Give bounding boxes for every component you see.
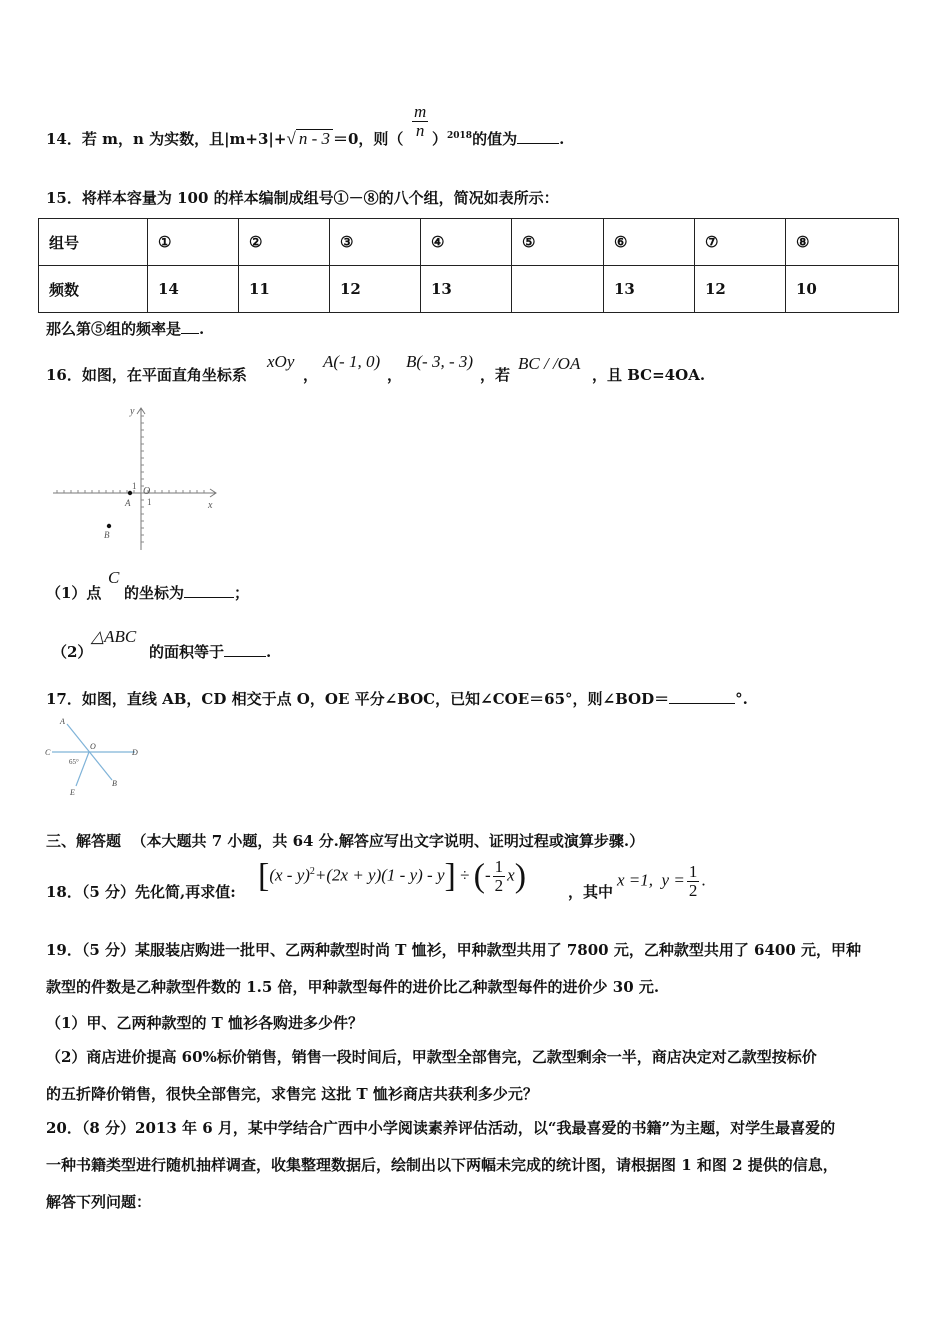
- q16-m-a: A(- 1, 0): [323, 352, 381, 371]
- q16-sub2-prefix: （2）: [52, 643, 93, 661]
- q20-line1: [46, 1117, 835, 1138]
- section3-heading: [46, 830, 644, 851]
- q16-text3: ，且 BC=4OA.: [592, 366, 706, 384]
- q18-number: 18．: [46, 883, 82, 901]
- q20-line3: 解答下列问题：: [46, 1193, 152, 1211]
- q14-text1: 若 m，n 为实数，且|m+3|+: [81, 130, 287, 148]
- q16-sub1-line: [124, 582, 249, 603]
- table-row: [39, 219, 899, 266]
- q16-line: [46, 364, 247, 385]
- q17-text: 如图，直线 AB，CD 相交于点 O，OE 平分∠BOC，已知∠COE＝65°，则∠BOD＝: [81, 690, 670, 708]
- q16-sub2-blank[interactable]: [224, 642, 266, 657]
- q16-sub2-line: [149, 641, 271, 662]
- q14-frac-num: m: [414, 102, 427, 121]
- q19-line1-text: （5 分）某服装店购进一批甲、乙两种款型时尚 T 恤衫，甲种款型共用了 7800 元，乙种款型共用了 6400 元，甲种: [81, 941, 862, 959]
- q15-after-end: .: [199, 320, 205, 338]
- q17-lines-figure: [40, 712, 150, 802]
- q20-line2: 一种书籍类型进行随机抽样调查，收集整理数据后，绘制出以下两幅未完成的统计图，请根据图 1 和图 2 提供的信息，: [46, 1156, 838, 1174]
- q14-tail: [432, 128, 564, 149]
- q15-number: 15．: [46, 189, 82, 207]
- q20-number: 20．: [46, 1119, 82, 1137]
- table-cell: 13: [421, 266, 512, 313]
- q14-sqrt-inner: n - 3: [296, 129, 333, 147]
- table-cell: ②: [239, 219, 330, 266]
- table-cell: ⑧: [786, 219, 899, 266]
- q19-line2: 款型的件数是乙种款型件数的 1.5 倍，甲种款型每件的进价比乙种款型每件的进价少 30 元.: [46, 978, 660, 996]
- q18-score: （5 分）先化简,再求值:: [81, 883, 236, 901]
- section3-title: 三、解答题: [46, 832, 122, 850]
- table-cell: ⑥: [604, 219, 695, 266]
- table-cell: ①: [148, 219, 239, 266]
- x-axis-label: x: [208, 500, 213, 511]
- q18-div: ÷: [460, 865, 470, 885]
- label-e: E: [70, 788, 75, 797]
- q18-comma: ，: [568, 883, 584, 901]
- y-axis-label: y: [130, 406, 135, 417]
- point-a-label: A: [125, 498, 131, 508]
- table-cell: ⑤: [512, 219, 604, 266]
- q16-m-xoy: xOy: [267, 352, 295, 371]
- table-cell: 12: [695, 266, 786, 313]
- q15-answer-blank[interactable]: [181, 319, 199, 334]
- label-c: C: [45, 748, 51, 757]
- q14-frac-den: n: [415, 121, 425, 140]
- label-a: A: [60, 717, 65, 726]
- label-d: D: [132, 748, 138, 757]
- table-cell: 组号: [39, 219, 148, 266]
- q16-text2: ，若: [480, 366, 511, 384]
- q16-sub2-end: .: [266, 643, 272, 661]
- q18-expr-b: +(2x + y)(1 - y) - y: [314, 865, 445, 885]
- q17-number: 17．: [46, 690, 82, 708]
- q16-sub1-prefix: （1）点: [46, 584, 102, 602]
- q15-after-text: 那么第⑤组的频率是: [46, 320, 182, 338]
- q14-fraction: [410, 103, 430, 140]
- table-cell: 12: [330, 266, 421, 313]
- q16-m-bc: BC / /OA: [518, 354, 581, 373]
- q19-sub1: （1）甲、乙两种款型的 T 恤衫各购进多少件？: [46, 1014, 364, 1032]
- q18-expr-a: (x - y): [269, 865, 310, 885]
- q17-answer-blank[interactable]: [669, 689, 735, 704]
- table-cell: ⑦: [695, 219, 786, 266]
- q16-sub1-text: 的坐标为: [124, 584, 185, 602]
- table-row: [39, 266, 899, 313]
- q15-text: 将样本容量为 100 的样本编制成组号①－⑧的八个组，简况如表所示：: [81, 189, 559, 207]
- q15-line: [46, 187, 559, 208]
- q15-after: [46, 318, 204, 339]
- q14-exponent: 2018: [447, 131, 473, 141]
- q16-sub2-var: △ABC: [91, 627, 137, 646]
- q14-answer-blank[interactable]: [517, 129, 559, 144]
- q16-sep2: ，: [387, 366, 403, 384]
- q16-sub1-end: ；: [234, 584, 250, 602]
- q18-frac-var: x: [507, 865, 515, 885]
- point-a: [128, 491, 132, 495]
- q14-end: .: [559, 130, 565, 148]
- y-unit-label: 1: [132, 481, 137, 491]
- q15-frequency-table: [38, 218, 899, 313]
- q18-where: [568, 881, 613, 902]
- q18-x-val: x =1,: [617, 870, 654, 890]
- q18-y-pre: y =: [661, 870, 685, 890]
- point-b-label: B: [104, 530, 110, 540]
- q18-frac-num: 1: [494, 857, 504, 876]
- q16-m-b: B(- 3, - 3): [406, 352, 474, 371]
- q18-expression: [(x - y)$^2$+(2x + y)(1 - y) - y] ÷ (- $\frac{1}{2}$ x): [258, 857, 527, 895]
- q14-text3: ）: [432, 130, 448, 148]
- q16-sub1-blank[interactable]: [184, 583, 234, 598]
- x-unit-label: 1: [147, 497, 152, 507]
- q18-frac-den: 2: [494, 876, 504, 895]
- table-cell: 11: [239, 266, 330, 313]
- q19-number: 19．: [46, 941, 82, 959]
- section3-note: （本大题共 7 小题，共 64 分.解答应写出文字说明、证明过程或演算步骤.）: [131, 832, 645, 850]
- q14-text4: 的值为: [472, 130, 518, 148]
- point-b: [107, 524, 111, 528]
- q19-sub2-line1: （2）商店进价提高 60%标价销售，销售一段时间后，甲款型全部售完，乙款型剩余一半，商店决定对乙款型按标价: [46, 1048, 817, 1066]
- q18-expr-sq: 2: [309, 865, 315, 877]
- q18-values: [617, 863, 706, 900]
- q19-line1: [46, 939, 861, 960]
- table-cell: 频数: [39, 266, 148, 313]
- q18-y-end: .: [701, 870, 706, 890]
- q20-line1-text: （8 分）2013 年 6 月，某中学结合广西中小学阅读素养评估活动，以“我最喜爱的书籍”为主题，对学生最喜爱的: [81, 1119, 836, 1137]
- q17-line: [46, 688, 748, 709]
- table-cell: ④: [421, 219, 512, 266]
- label-angle: 65°: [69, 758, 79, 766]
- q19-sub2-line2: 的五折降价销售，很快全部售完，求售完 这批 T 恤衫商店共获利多少元？: [46, 1085, 538, 1103]
- q18-y-den: 2: [688, 881, 698, 900]
- q14-text2: ＝0，则（: [332, 130, 404, 148]
- label-o: O: [90, 742, 96, 751]
- q18-where-text: 其中: [583, 883, 614, 901]
- table-cell: ③: [330, 219, 421, 266]
- q18-y-num: 1: [688, 862, 698, 881]
- q14-number: 14．: [46, 130, 82, 148]
- origin-label: O: [143, 486, 151, 497]
- table-cell: 13: [604, 266, 695, 313]
- q17-end: °.: [735, 690, 748, 708]
- table-cell: 14: [148, 266, 239, 313]
- q16-sep1: ，: [303, 366, 319, 384]
- table-cell: [512, 266, 604, 313]
- q18-neg: -: [485, 865, 491, 885]
- q16-text1: 如图，在平面直角坐标系: [81, 366, 247, 384]
- table-cell: 10: [786, 266, 899, 313]
- label-b: B: [112, 779, 117, 788]
- q16-sub2-text: 的面积等于: [149, 643, 225, 661]
- q16-number: 16．: [46, 366, 82, 384]
- q14-line: 14．若 m，n 为实数，且|m+3|+√ n - 3 ＝0，则（: [46, 129, 404, 148]
- q18-prefix: [46, 881, 236, 902]
- q16-coordinate-figure: [48, 400, 228, 555]
- q16-sub1-var: C: [108, 568, 120, 587]
